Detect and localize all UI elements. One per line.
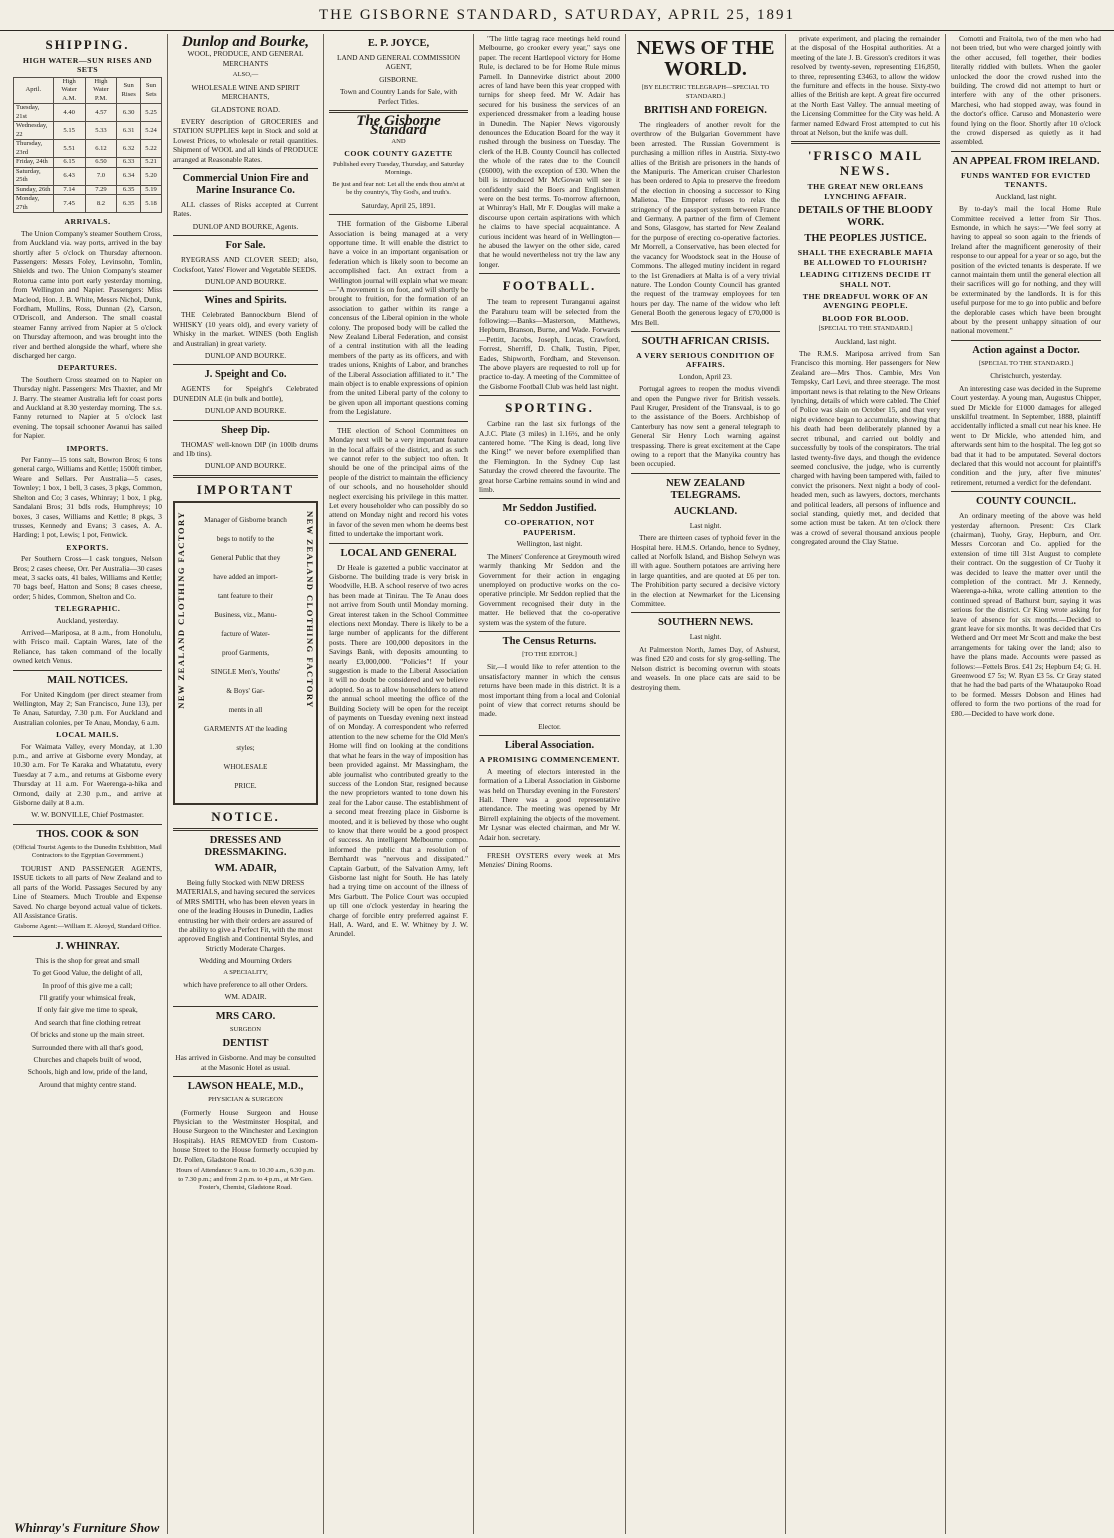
telegraphic-dateline: Auckland, yesterday. xyxy=(56,615,119,625)
factory-line: styles; xyxy=(236,743,255,752)
tide-cell: 5.33 xyxy=(85,122,117,140)
col7-top-text: Comotti and Fraitola, two of the men who had not been tried, but who were charged jointly with the other accused, fell together, their bodies literally riddled with bullets. When the gaoler unlocked the door the crowd rushed into the building. The crowd did not attempt to hurt or interfere with any of the other prisoners. Marchesi, who had stopped away, was found in the doctor's office. Caruso and Monasterio were found lying on the floor. Shortly after 10 o'clock the crowd dispersed as quietly as it had assembled. xyxy=(951,34,1101,147)
heale-text: (Formerly House Surgeon and House Physician to the Westminster Hospital, and House Surgeon to the Winchester and Lexington Hospitals). HAS REMOVED from Custom-house Street to the House formerly occupied by Dr. Pollen, Gladstone Road. xyxy=(173,1107,318,1164)
factory-line: GARMENTS AT the leading xyxy=(203,724,288,733)
football-title: FOOTBALL. xyxy=(502,278,597,294)
census-to: [TO THE EDITOR.] xyxy=(522,650,577,658)
sheep-title: Sheep Dip. xyxy=(221,424,270,436)
divider xyxy=(173,235,318,236)
tide-cell: 6.12 xyxy=(85,140,117,158)
mail-sign: W. W. BONVILLE, Chief Postmaster. xyxy=(31,810,144,820)
sa-sub: A VERY SERIOUS CONDITION OF AFFAIRS. xyxy=(636,350,775,370)
editorial-text: THE formation of the Gisborne Liberal Association is being managed at a very opportune time. It will enable the district to have a voice in an important organisation or federation which is likely soon to become an accomplished fact. An extract from a Wellington journal will explain what we mean:—"A movement is on foot, and will shortly be brought to fruition, for the formation of an association to gather within its range a concensus of the Liberal opinion in the whole colony. The proposed body will be called the New Zealand Liberal Federation, and consist of a central institution with all the leading members of the party as its officers, and with trades unions, Knights of Labor, and branches of the Liberal Association affiliated to it." The main object is to enable expressions of opinion from the united Liberal party of the colony to be given upon all important questions coming from the Legislature. xyxy=(329,219,468,417)
table-row xyxy=(14,185,162,195)
divider xyxy=(329,214,468,215)
column-4 xyxy=(474,34,626,1534)
paper-motto: Be just and fear not: Let all the ends thou aim'st at be thy country's, Thy God's, and truth's. xyxy=(332,180,465,197)
clothing-factory-ad xyxy=(173,501,318,805)
adair-text: Being fully Stocked with NEW DRESS MATERIALS, and having secured the services of MRS SMITH, who has been eleven years in one of the leading Houses in Dunedin, Ladies entrusting her with their orders are assured of the ability to give a Perfect Fit, with the most approved English and Continental Styles, and Strictly Moderate Charges. xyxy=(176,877,315,953)
news-title: NEWS OF THE WORLD. xyxy=(636,37,775,80)
factory-line: proof Garments, xyxy=(221,648,270,657)
seddon-title: Mr Seddon Justified. xyxy=(502,503,597,515)
mail-text: For United Kingdom (per direct steamer from Wellington, May 2; San Francisco, June 13), per Te Anau, Saturday, 7.30 p.m. For Auckland and Australian colonies, per Te Anau, Monday, 6 a.m. xyxy=(13,689,162,727)
sa-text: Portugal agrees to reopen the modus vivendi and open the Pungwe river for British vessels. Paul Kruger, President of the Transvaal, is to go to the assistance of the Boers. Archbishop of Canterbury has now sent a general telegraph to General Sir Henry Loch warning against trespassing. There is great excitement at the Cape owing to a report that the Manyika country has been occupied. xyxy=(631,384,780,469)
divider xyxy=(951,151,1101,152)
factory-line: General Public that they xyxy=(210,553,281,562)
liberal-sub: A PROMISING COMMENCEMENT. xyxy=(479,755,620,765)
joyce-text: Town and Country Lands for Sale, with Perfect Titles. xyxy=(339,87,458,106)
tide-header-cell: April. xyxy=(14,77,54,104)
census-text: Sir,—I would like to refer attention to the unsatisfactory manner in which the census returns have been made in this district. It is a most important thing from a local and Colonial point of view that correct returns should be made. xyxy=(479,662,620,719)
tide-header-cell: High Water P.M. xyxy=(85,77,117,104)
paper-pub: Published every Tuesday, Thursday, and Saturday Mornings. xyxy=(332,160,465,177)
whinray-line: And search that fine clothing retreat xyxy=(34,1017,141,1027)
tide-cell: 6.50 xyxy=(85,158,117,168)
tide-cell: 6.35 xyxy=(117,185,141,195)
tide-cell: 6.30 xyxy=(117,104,141,122)
seddon-text: The Miners' Conference at Greymouth wired warmly thanking Mr Seddon and the Government for their action in engaging unemployed on productive works on the co-operative principle. Mr Seddon replied that the Government recognised their duty in the matter. He believed that the co-operative system was the system of the future. xyxy=(479,551,620,627)
table-row xyxy=(14,158,162,168)
adair-pref: which have preference to all other Orders. xyxy=(183,980,308,990)
divider xyxy=(479,273,620,274)
whinray-title: J. WHINRAY. xyxy=(55,940,120,952)
tide-cell: 6.15 xyxy=(53,158,85,168)
whinray-line: Churches and chapels built of wood, xyxy=(33,1055,142,1065)
departures-text: The Southern Cross steamed on to Napier on Thursday night. Passengers: Mrs Thaxter, and Mr J. Barry. The steamer Australia left for coast ports and Auckland at 8.30 yesterday morning. The s.s. Fanny returned to Napier at 5 o'clock last evening. The topsail schooner Awanui has sailed for Napier. xyxy=(13,374,162,441)
shipping-title: SHIPPING. xyxy=(45,37,130,52)
divider xyxy=(951,491,1101,492)
appeal-title: AN APPEAL FROM IRELAND. xyxy=(952,155,1100,167)
tide-cell: 5.20 xyxy=(141,167,162,185)
census-title: The Census Returns. xyxy=(502,635,597,647)
caro-text: Has arrived in Gisborne. And may be consulted at the Masonic Hotel as usual. xyxy=(175,1053,316,1072)
column-5 xyxy=(626,34,786,1534)
tide-cell: 4.57 xyxy=(85,104,117,122)
heale-sub: PHYSICIAN & SURGEON xyxy=(208,1096,283,1104)
liberal-text: A meeting of electors interested in the formation of a Liberal Association in Gisborne was held on Thursday evening in the Foresters' Hall. There was a good representative attendance. The meeting was opened by Mr Birrell explaining the objects of the movement. Mr Lysnar was elected chairman, and Mr W. Adair hon. secretary. xyxy=(479,766,620,842)
divider xyxy=(173,168,318,169)
sheep-sign: DUNLOP AND BOURKE. xyxy=(204,461,287,471)
cook-agent: Gisborne Agent:—William E. Akroyd, Standard Office. xyxy=(14,923,161,931)
fire-text: ALL classes of Risks accepted at Current Rates. xyxy=(173,199,318,219)
sale-text: RYEGRASS AND CLOVER SEED; also, Cocksfoot, Yates' Flower and Vegetable SEEDS. xyxy=(173,255,318,274)
factory-vertical-left: NEW ZEALAND CLOTHING FACTORY xyxy=(176,510,186,709)
speight-title: J. Speight and Co. xyxy=(204,369,287,381)
tide-cell: Thursday, 23rd xyxy=(14,140,54,158)
frisco-head2: DETAILS OF THE BLOODY WORK. xyxy=(798,205,933,229)
divider xyxy=(173,475,318,478)
factory-line: ments in all xyxy=(228,705,263,714)
sa-title: SOUTH AFRICAN CRISIS. xyxy=(641,335,770,347)
divider xyxy=(479,846,620,847)
tide-table xyxy=(13,77,162,214)
frisco-head6: THE DREADFUL WORK OF AN AVENGING PEOPLE. xyxy=(802,291,929,311)
bf-text: The ringleaders of another revolt for the overthrow of the Bulgarian Government have been arrested. The Russian Government is purchasing a million rifles in Austria. Sixty-two allies of the British are prisoners in the hands of the Manipuris. The American cruiser Charleston has been ordered to Apia to preserve the freedom of the election in choosing a successor to King Malietoa. The Emperor refuses to relax the stringency of the passport system between France and Germany. A partner of the firm of Clement and Sons, Glasgow, has started for New Zealand for the purpose of erecting co-operative factories. Mr Morrell, a Conservative, has been elected for the vacancy for Woodstock seat in the House of Commons. The alleged mutiny incident in regard to the 1st Grenadiers at Malta is of a very trivial nature. The London County Council has granted the request of the tramway employees for ten hours per day. The name of the widow who left General Booth the generous legacy of £70,000 is Mrs Bell. xyxy=(631,120,780,327)
whinray-footer: Whinray's Furniture Show xyxy=(14,1519,160,1534)
factory-line: Business, viz., Manu- xyxy=(214,610,277,619)
tide-cell: Sunday, 26th xyxy=(14,185,54,195)
table-row xyxy=(14,140,162,158)
whinray-line: I'll gratify your whimsical freak, xyxy=(39,993,136,1003)
divider xyxy=(329,421,468,422)
arrivals-text: The Union Company's steamer Southern Cross, from Auckland via. way ports, arrived in the bay shortly after 5 o'clock on Thursday afternoon. Passengers: Messrs Foley, Levinsohn, Tomlin, Shields and two. The Union Company's steamer Rotorua came into port early yesterday morning, from Wellington and Napier. Passengers: Miss Macleod, Hon. J. B. White, Messrs Nichol, Dunk, Fordham, Mullins, Ross, Dunnan (2), Carson, O'Driscoll, and Anderson. The small coastal steamer Fanny arrived from Napier at 5 o'clock on Thursday afternoon, and was brought into the river and berthed alongside the wharf, where she discharged her cargo. xyxy=(13,228,162,360)
census-sign: Elector. xyxy=(538,721,561,731)
imports-title: IMPORTS. xyxy=(66,443,109,453)
tide-cell: 5.18 xyxy=(141,195,162,213)
appeal-text: By to-day's mail the local Home Rule Committee received a letter from Sir Thos. Esmonde, in which he says:—"We feel sorry at having to appeal so soon again to the friends of Ireland after the magnificent generosity of their response to our appeal for a year or so ago, but the position of the evicted tenants is desperate. If we cannot maintain them until the general election all their sacrifices will go for nothing, and they will be exterminated by the landlords. It is for this useful purpose for me to go into public and before the deplorable cases which have been brought about by the present unhappy situation of our national movement." xyxy=(951,204,1101,336)
factory-line: SINGLE Men's, Youths' xyxy=(210,667,281,676)
dress-title: DRESSES AND DRESSMAKING. xyxy=(204,834,287,858)
tide-cell: Wednesday, 22 xyxy=(14,122,54,140)
dunlop-title: Dunlop and Bourke, xyxy=(181,34,310,50)
southern-text: At Palmerston North, James Day, of Ashurst, was fined £20 and costs for sly grog-selling. The Nelson district is becoming overrun with stoats and weasels. In one place cats are said to be destroying them. xyxy=(631,644,780,692)
divider xyxy=(13,936,162,937)
dunlop-text: EVERY description of GROCERIES and STATION SUPPLIES kept in Stock and sold at Lowest Prices, to wholesale or retail quantities. Shipment of WOOL and all kinds of PRODUCE arranged at Reasonable Rates. xyxy=(173,116,318,164)
divider xyxy=(479,631,620,632)
factory-line: WHOLESALE xyxy=(223,762,268,771)
imports-text: Per Fanny—15 tons salt, Bowron Bros; 6 tons general cargo, Williams and Kettle; 1500ft timber, Weare and Sellars. Per Australia—5 cases, Townley; 1 box, 1 bell, 3 cases, 3 pkgs, Common, Shelton and Co; 3 cases, Whinray; 1 box, 1 pkg, Sandalani Bros; 31 bdls rods, Humphreys; 10 boxes, 3 cases, Williams and Kettle; 8 pkgs, 3 trusses, Kennedy and Evans; 3 cases, A. A. Harding; 1 pot, Lewis; 1 pot, Fenwick. xyxy=(13,455,162,540)
divider xyxy=(13,824,162,825)
frisco-special: [SPECIAL TO THE STANDARD.] xyxy=(818,325,913,333)
column-3 xyxy=(324,34,474,1534)
sporting-title: SPORTING. xyxy=(505,400,594,416)
divider xyxy=(479,498,620,499)
adair-sign: WM. ADAIR. xyxy=(224,992,267,1002)
divider xyxy=(173,828,318,831)
tide-cell: 6.33 xyxy=(117,158,141,168)
sa-dateline: London, April 23. xyxy=(679,371,732,381)
dunlop-also: ALSO,— xyxy=(232,71,259,79)
tide-cell: 5.21 xyxy=(141,158,162,168)
caro-title: MRS CARO. xyxy=(215,1010,276,1022)
wines-sign: DUNLOP AND BOURKE. xyxy=(204,351,287,361)
page-columns xyxy=(8,34,1106,1534)
tide-cell: 5.22 xyxy=(141,140,162,158)
speight-text: AGENTS for Speight's Celebrated DUNEDIN ALE (in bulk and bottle), xyxy=(173,384,318,403)
bf-title: BRITISH AND FOREIGN. xyxy=(644,105,767,116)
arrivals-title: ARRIVALS. xyxy=(64,217,111,227)
tide-cell: 5.19 xyxy=(141,185,162,195)
appeal-sub: FUNDS WANTED FOR EVICTED TENANTS. xyxy=(961,170,1091,190)
exports-text: Per Southern Cross—1 cask tongues, Nelson Bros; 2 cases cheese, Orr. Per Australia—30 cases meat, 3 sacks oats, 41 bales, Williams and Kettle; 70 bags beef, Hatton and Sons; 8 cases cheese, order; 5 hides, Common, Shelton and Co. xyxy=(13,554,162,601)
frisco-head4: SHALL THE EXECRABLE MAFIA BE ALLOWED TO FLOURISH? xyxy=(797,248,934,267)
frisco-head3: THE PEOPLES JUSTICE. xyxy=(804,233,927,245)
sale-title: For Sale. xyxy=(225,240,266,252)
column-7 xyxy=(946,34,1106,1534)
divider xyxy=(951,340,1101,341)
tide-header-cell: High Water A.M. xyxy=(53,77,85,104)
tide-header-cell: Sun Sets xyxy=(141,77,162,104)
column-1 xyxy=(8,34,168,1534)
wines-text: THE Celebrated Bannockburn Blend of WHISKY (10 years old), and every variety of Whisky in the market. WINES (both English and Australian) in great variety. xyxy=(173,310,318,348)
southern-dateline: Last night. xyxy=(689,632,722,642)
seddon-dateline: Wellington, last night. xyxy=(516,539,583,549)
table-row xyxy=(14,104,162,122)
caro-dentist: DENTIST xyxy=(222,1038,269,1050)
heale-hours: Hours of Attendance: 9 a.m. to 10.30 a.m., 6.30 p.m. to 7.30 p.m.; and from 2 p.m. to 4 p.m., at Mr Geo. Foster's, Chemist, Gladstone Road. xyxy=(176,1167,315,1192)
factory-line: begs to notify to the xyxy=(216,534,275,543)
auckland-dateline: Last night. xyxy=(689,520,722,530)
intro-text: "The little tagrag race meetings held round Melbourne, go crooker every year," says one paper. The recent Hartlepool victory for Home Rule, is declared to be for Home Rule minus Parnell. In Dannevirke district about 2000 acres of land have been this year cropped with turnips for sheep feed. Mr W. Adair has secured for his business the services of an experienced dressmaker from a leading house in Dunedin. The Napier News vigorously denounces the Education Board for the way it rushed through the business on Tuesday. The clerk of the H.B. County Council has collected the whole of the rates due to the Council (£6000), with the exception of £30. When the bill is introduced Mr McGowan will see it confidently said the Boers and Englishmen were on the best terms. To-morrow afternoon, at Whinray's Hall, Mr F. Douglas will make a discourse upon certain aspirations with which he claims to have special acquaintance. A curious incident was heard of in Wellington—he abused the lawyer on the other side, cared that he would nevertheless not try the law any longer. xyxy=(479,34,620,269)
paper-date: Saturday, April 25, 1891. xyxy=(361,200,436,210)
tide-cell: 6.34 xyxy=(117,167,141,185)
joyce-town: GISBORNE. xyxy=(379,74,418,84)
tide-cell: Saturday, 25th xyxy=(14,167,54,185)
news-sub: [BY ELECTRIC TELEGRAPH—SPECIAL TO STANDARD.] xyxy=(641,84,770,100)
divider xyxy=(173,420,318,421)
whinray-line: Of bricks and stone up the main street. xyxy=(30,1030,145,1040)
tide-cell: Friday, 24th xyxy=(14,158,54,168)
masthead: THE GISBORNE STANDARD, SATURDAY, APRIL 25, 1891 xyxy=(0,0,1114,31)
nzt-title: NEW ZEALAND TELEGRAMS. xyxy=(666,477,745,501)
tide-cell: 4.40 xyxy=(53,104,85,122)
adair-specialty: A SPECIALITY, xyxy=(223,968,268,976)
tide-cell: 7.45 xyxy=(53,195,85,213)
frisco-title: 'FRISCO MAIL NEWS. xyxy=(807,148,924,179)
tide-cell: Monday, 27th xyxy=(14,195,54,213)
cook-title: THOS. COOK & SON xyxy=(36,828,139,840)
liberal-title: Liberal Association. xyxy=(504,740,595,752)
paper-sub: COOK COUNTY GAZETTE xyxy=(344,149,453,159)
football-text: The team to represent Turanganui against the Parahuru team will be selected from the following:—Banks—Masterson, Matthews, Hepburn, Branson, Burne, and Wade. Forwards—Pettitt, Jacobs, Joseph, Lucas, Crawford, Forrest, Sherriff, D. Chalk, Tustin, Piper, Eades, Shipworth, Fordham, and Stevenson. The above players are requested to roll up for practice to-day. A meeting of the Committee of the Gisborne Football Club was held last night. xyxy=(479,297,620,391)
tide-cell: 6.43 xyxy=(53,167,85,185)
local-mails-title: LOCAL MAILS. xyxy=(56,730,119,740)
divider xyxy=(479,735,620,736)
wines-title: Wines and Spirits. xyxy=(204,295,287,307)
tide-cell: 6.35 xyxy=(117,195,141,213)
tide-cell: 8.2 xyxy=(85,195,117,213)
appeal-dateline: Auckland, last night. xyxy=(995,191,1057,201)
frisco-head1: THE GREAT NEW ORLEANS LYNCHING AFFAIR. xyxy=(807,182,924,201)
col6-top-text: private experiment, and placing the remainder at the disposal of the Hospital authorities. At a meeting of the late J. B. Gresson's creditors it was resolved by twenty-seven, representing £16,850, to three, representing £3463, to allow the widow the furniture and effects in the house. Sixty-two allies of the British are kept. A great fire occurred at the North East Valley. The annual meeting of the Licensing Committee for the City was held. A farmer named Edward Frost attempted to cut his throat at Nelson, but the knife was dull. xyxy=(791,34,940,138)
departures-title: DEPARTURES. xyxy=(57,363,118,373)
doctor-text: An interesting case was decided in the Supreme Court yesterday. A young man, Augustus Chipper, sued Dr Mickle for £1000 damages for alleged unskilful treatment. In September, 1888, plaintiff accidentally inflicted a small cut near his knee. He went to Dr Mickle, who attended him, and afterwards sent him to the hospital. The leg got so bad that it had to be amputated. Several doctors declared that this would not account for plaintiff's condition and the jury, after five minutes' retirement, returned a verdict for the defendant. xyxy=(951,383,1101,487)
local-text: Dr Heale is gazetted a public vaccinator at Gisborne. The building trade is very brisk in Woodville, H.B. A school reserve of two acres has been made at Tinirau. The Te Anau does not arrive from South until Monday morning. Great interest taken in the School Committee elections next Monday. There is likely to be a large number of applicants for the different posts. There are 100,000 depositors in the Savings Bank, with deposits amounting to nearly £3,000,000. "Policies"! If your suggestion is made to the Liberal Association it will no doubt be considered and we believe adopted. So as to allow householders to attend the annual school meeting the office of the Building Society will be open for the receipt of payments on Tuesday evening next instead of on Monday. A correspondent who referred attention to the new scheme for the Old Men's Home will find on looking at the conditions that what he fears in the way of imposition has been provided against. Mr Massingham, the able journalist who contributed greatly to the success of the London Star, resigned because the new proprietors wanted to tone down his zeal for the Labor cause. The establishment of a second meat freezing place in Gisborne is mooted, and it is believed by those who ought to know that there would be a good prospect of success. An intelligent Melbourne compo. informed the public that a resolution of Bernhardt was "nervous and dissipated." Captain Garbutt, of the Salvation Army, left Gisborne last night for South. He has lately had a trying time on account of the illness of Mrs Garbutt. The Police Court was occupied up till one o'clock yesterday in hearing the charge of forcible entry preferred against F. Hall, A. Ward, and E. W. Whitney by J. W. Arundel. xyxy=(329,562,468,939)
whinray-line: To get Good Value, the delight of all, xyxy=(32,968,143,978)
factory-line: & Boys' Gar- xyxy=(226,686,265,695)
dunlop-wholesale: WHOLESALE WINE AND SPIRIT MERCHANTS, xyxy=(191,82,300,102)
frisco-head7: BLOOD FOR BLOOD. xyxy=(822,313,909,323)
tide-cell: 5.25 xyxy=(141,104,162,122)
divider xyxy=(329,543,468,544)
tide-cell: 5.24 xyxy=(141,122,162,140)
speight-sign: DUNLOP AND BOURKE. xyxy=(204,406,287,416)
paper-and: AND xyxy=(391,137,406,145)
frisco-text: The R.M.S. Mariposa arrived from San Francisco this morning. Her passengers for New Zealand are—Mrs Thos. Cambie, Mrs Von Tempsky, Carl Levi, and three steerage. The most important news is that relating to the New Orleans lynching, details of which were cabled. The Chief of Police was slain on October 15, and that very night evidence began to accumulate, showing that his death had been deliberately planned by a secret tribunal, and carried out boldly and successfully by tools of the conspirators. The trial lasted twenty-five days, and though the evidence seemed conclusive, the judge, who is currently charged with having been tampered with, failed to convict the prisoners. Next night a body of cool-headed men, such as lawyers, doctors, merchants and political leaders, all persons of influence and social standing, quietly met, and decided that some action must be taken. At ten o'clock there was a crowd of several thousand anxious people congregated around the Clay Statue. xyxy=(791,349,941,547)
whinray-line: In proof of this give me a call; xyxy=(42,980,133,990)
southern-title: SOUTHERN NEWS. xyxy=(657,617,754,629)
tide-cell: 5.15 xyxy=(53,122,85,140)
notice-title: NOTICE. xyxy=(211,808,280,824)
council-title: COUNTY COUNCIL. xyxy=(976,496,1076,508)
divider xyxy=(631,473,780,474)
paper-title: The Gisborne Standard xyxy=(356,113,441,139)
divider xyxy=(479,395,620,396)
local-title: LOCAL AND GENERAL xyxy=(340,547,457,559)
factory-body xyxy=(193,511,298,796)
column-2 xyxy=(168,34,324,1534)
joyce-title: E. P. JOYCE, xyxy=(367,38,430,49)
sheep-text: THOMAS' well-known DIP (in 100lb drums and 1lb tins). xyxy=(173,439,318,459)
table-row xyxy=(14,195,162,213)
table-row xyxy=(14,167,162,185)
table-row xyxy=(14,122,162,140)
caro-sub: SURGEON xyxy=(229,1025,262,1033)
exports-title: EXPORTS. xyxy=(66,542,109,552)
frisco-head5: LEADING CITIZENS DECIDE IT SHALL NOT. xyxy=(799,270,932,289)
factory-vertical-right: NEW ZEALAND CLOTHING FACTORY xyxy=(305,510,315,709)
adair-orders: Wedding and Mourning Orders xyxy=(199,956,292,966)
whinray-line: Around that mighty centre stand. xyxy=(38,1079,137,1089)
sporting-text: Carbine ran the last six furlongs of the A.J.C. Plate (3 miles) in 1.16½, and he only cantered home. "The King is dead, long live the King!" we never before exemplified than the Flemington. In the Sydney Cup last Saturday the crowd cheered the favourite. The great horse Carbine remains sound in wind and limb. xyxy=(479,419,620,495)
tide-cell: 6.31 xyxy=(117,122,141,140)
factory-line: facture of Water- xyxy=(221,629,270,638)
auckland-text: There are thirteen cases of typhoid fever in the Hospital here. H.M.S. Orlando, hence to Sydney, called at Norfolk Island, and Bishop Selwyn was ill with ague. Southern potatoes are arriving here in large quantities, and are quoted at £6 per ton. The Prohibition party secured a decisive victory in the election at Newmarket for the Licensing Committee. xyxy=(631,533,780,609)
telegraphic-text: Arrived—Mariposa, at 8 a.m., from Honolulu, with Frisco mail. Captain Wares, late of the Reliance, has taken command of the locally owned ketch Venus. xyxy=(13,627,162,666)
divider xyxy=(631,331,780,332)
cook-text: TOURIST AND PASSENGER AGENTS, ISSUE tickets to all parts of New Zealand and to all parts of the World. Passages Secured by any Line of Steamers. Much Trouble and Expense Saved. No charge beyond actual value of tickets. All Assistance Gratis. xyxy=(13,863,162,920)
seddon-sub: CO-OPERATION, NOT PAUPERISM. xyxy=(504,518,595,537)
factory-line: Manager of Gisborne branch xyxy=(204,515,287,524)
column-6 xyxy=(786,34,946,1534)
whinray-line: This is the shop for great and small xyxy=(35,955,140,965)
tide-title: HIGH WATER—SUN RISES AND SETS xyxy=(22,56,153,75)
divider xyxy=(791,141,940,144)
doctor-special: [SPECIAL TO THE STANDARD.] xyxy=(978,359,1074,367)
tide-header-cell: Sun Rises xyxy=(117,77,141,104)
joyce-sub: LAND AND GENERAL COMMISSION AGENT, xyxy=(336,53,461,72)
factory-line: tant feature to their xyxy=(218,591,273,600)
divider xyxy=(173,1076,318,1077)
tide-cell: 7.14 xyxy=(53,185,85,195)
oysters-text: FRESH OYSTERS every week at Mrs Menzies' Dining Rooms. xyxy=(479,850,620,870)
whinray-line: If only fair give me time to speak, xyxy=(37,1005,138,1015)
divider xyxy=(173,1006,318,1007)
telegraphic-title: TELEGRAPHIC. xyxy=(54,604,121,614)
tide-cell: 7.29 xyxy=(85,185,117,195)
fire-title: Commercial Union Fire and Marine Insurance Co. xyxy=(182,172,309,196)
divider xyxy=(631,612,780,613)
doctor-title: Action against a Doctor. xyxy=(972,344,1080,356)
divider xyxy=(13,670,162,671)
heale-title: LAWSON HEALE, M.D., xyxy=(187,1081,304,1093)
whinray-line: Surrounded there with all that's good, xyxy=(32,1042,143,1052)
tide-cell: 5.51 xyxy=(53,140,85,158)
adair-title: WM. ADAIR, xyxy=(214,862,277,874)
tide-header-row xyxy=(14,77,162,104)
dunlop-address: GLADSTONE ROAD. xyxy=(211,104,280,114)
doctor-dateline: Christchurch, yesterday. xyxy=(990,371,1062,381)
divider xyxy=(173,290,318,291)
council-text: An ordinary meeting of the above was held yesterday afternoon. Present: Crs Clark (chairman), Tuohy, Gray, Hepburn, and Orr. Messrs Corcoran and Co. applied for the extension of time till 31st August to complete their contract. On the suggestion of Cr Tuohy it was decided to leave the matter over until the completion of the contract. Mr J. Kennedy, Waerenga-a-hika, wrote calling attention to the continued spread of Bathurst burr, saying it was serious for the district. Cr King wrote asking for leave of absence for six months.—Decided to grant leave for six months. It was decided that Crs Wetherd and Orr meet Mr Scott and make the best arrangements for taking over the land; also to have the plans made. Accounts were passed as follows:—Fettels Bros. £41 2s; Hepburn £4; G. H. Greenwood £7 5s; W. Ryan £3 5s. Cr Gray stated that he had the bad parts of the Whataupoko Road to be formed. Messrs Dobson and Hines had offered to form the two portions of the road for £80.—Decided to have work done. xyxy=(951,511,1101,718)
dunlop-sub: WOOL, PRODUCE, AND GENERAL MERCHANTS xyxy=(187,49,304,68)
important-title: IMPORTANT xyxy=(196,481,295,497)
tide-cell: 6.32 xyxy=(117,140,141,158)
sale-sign: DUNLOP AND BOURKE. xyxy=(204,277,287,286)
mail-title: MAIL NOTICES. xyxy=(47,674,128,686)
tide-cell: 7.0 xyxy=(85,167,117,185)
schools-text: THE election of School Committees on Monday next will be a very important feature in the local affairs of the district, and as such we cannot refer to the subject too often. It should be one of the principal aims of the people of the district to maintain the efficiency of our schools, and no householder should neglect exercising his privilege in this matter. Let every householder who can possibly do so attend on Monday night and record his votes in favor of the seven men whom he deems best fitted to undertake the important work. xyxy=(329,425,468,539)
divider xyxy=(173,364,318,365)
whinray-line: Schools, high and low, pride of the land, xyxy=(27,1067,148,1077)
frisco-dateline: Auckland, last night. xyxy=(834,336,897,346)
factory-line: PRICE. xyxy=(234,781,257,790)
fire-agents: DUNLOP AND BOURKE, Agents. xyxy=(192,221,299,231)
auckland-title: AUCKLAND. xyxy=(673,505,738,517)
cook-sub: (Official Tourist Agents to the Dunedin Exhibition, Mail Contractors to the Egyptian Government.) xyxy=(13,843,162,860)
factory-line: have added an import- xyxy=(213,572,278,581)
local-mails-text: For Waimata Valley, every Monday, at 1.30 p.m., and arrive at Gisborne every Monday, at 10.30 a.m. For Te Karaka and Whatatutu, every Tuesday at 7 a.m., and returns at Gisborne every Thursday at 11 a.m. For Waerenga-a-hika and Ormond, daily at 2.30 p.m., and arrive at Gisborne daily at 8 a.m. xyxy=(13,741,162,808)
tide-cell: Tuesday, 21st xyxy=(14,104,54,122)
